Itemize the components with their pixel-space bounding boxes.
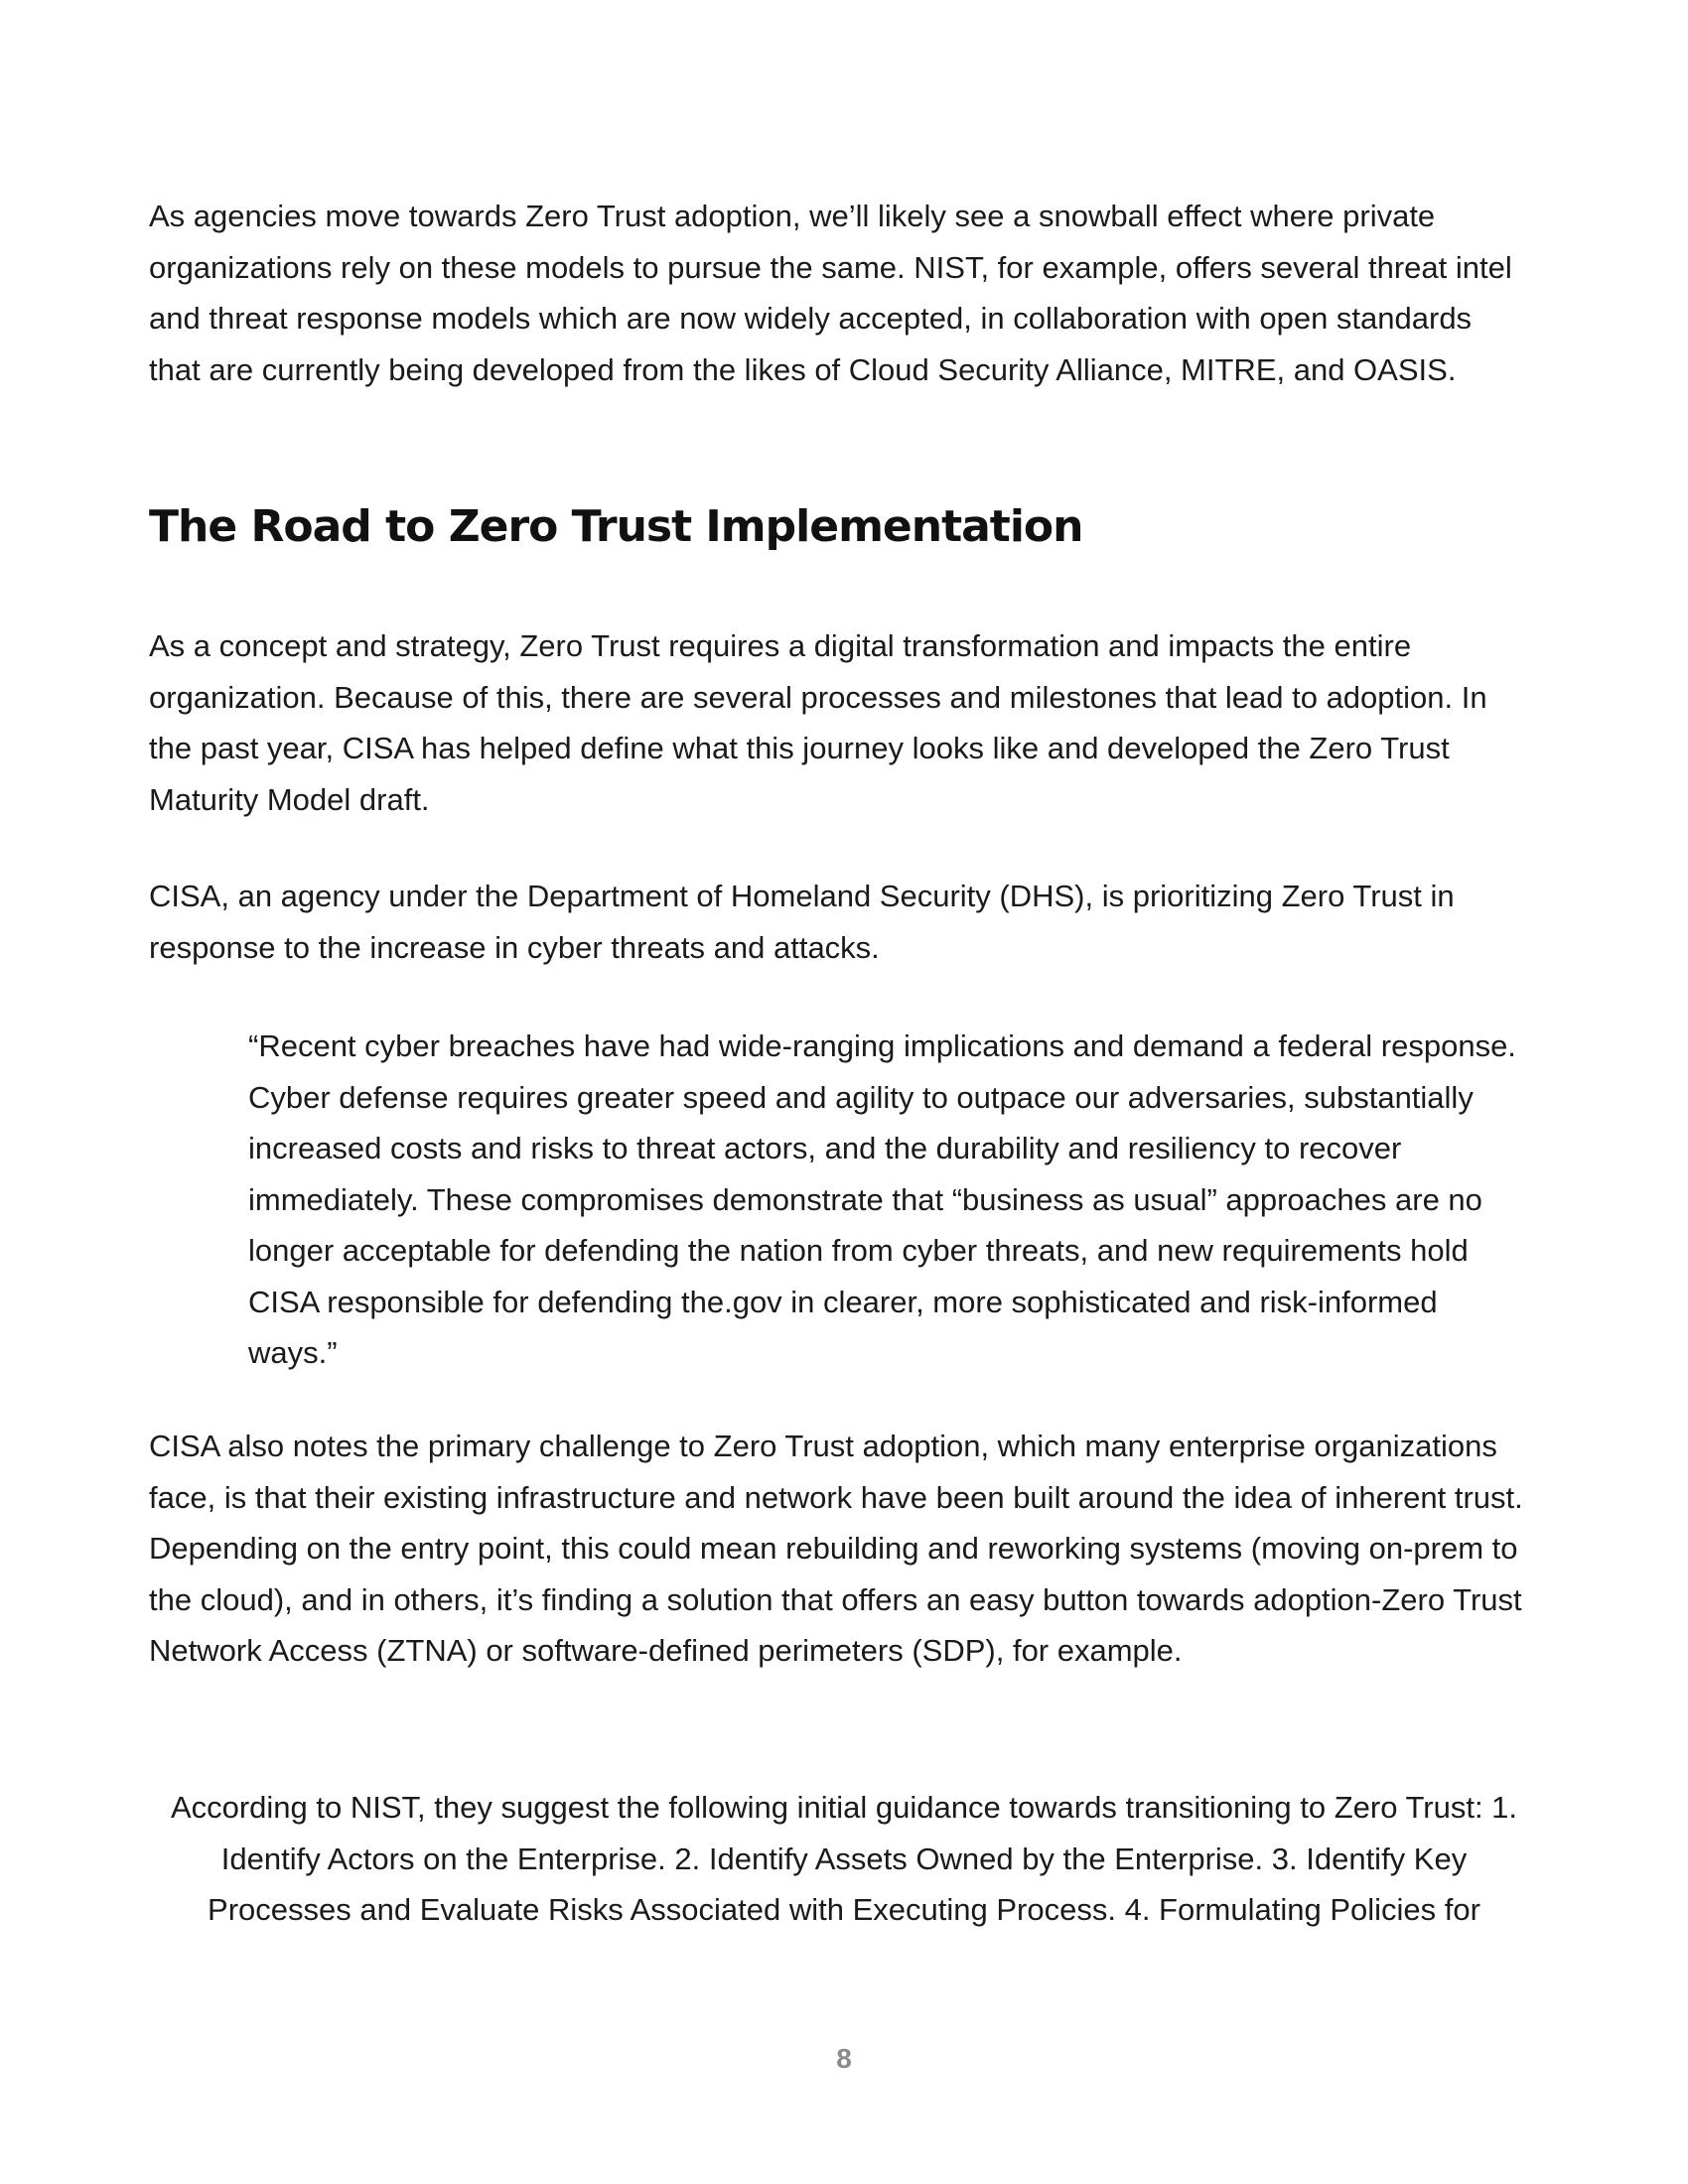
page-number: 8 (836, 2043, 852, 2074)
nist-guidance-paragraph: According to NIST, they suggest the following initial guidance towards transitioning to Zero Trust: 1. Identify Actors on the Enterprise. 2. Identify Assets Owned by the Enterprise. 3. Identify Key Processes and Evaluate Risks Associated with Executing Process. 4. Formulating Policies for (170, 1790, 1518, 1927)
intro-paragraph: As agencies move towards Zero Trust adoption, we’ll likely see a snowball effect where private organizations rely on these models to pursue the same. NIST, for example, offers several threat intel and threat response models which are now widely accepted, in collaboration with open standards that are currently being developed from the likes of Cloud Security Alliance, MITRE, and OASIS. (149, 199, 1512, 387)
concept-paragraph: As a concept and strategy, Zero Trust requires a digital transformation and impacts the entire organization. Because of this, there are several processes and milestones that lead to adoption. In the past year, CISA has helped define what this journey looks like and developed the Zero Trust Maturity Model draft. (149, 628, 1487, 817)
block-quote: “Recent cyber breaches have had wide-ranging implications and demand a federal response. Cyber defense requires greater speed and agility to outpace our adversaries, substantially increased costs and risks to threat actors, and the durability and resiliency to recover immediately. These compromises demonstrate that “business as usual” approaches are no longer acceptable for defending the nation from cyber threats, and new requirements hold CISA responsible for defending the.gov in clearer, more sophisticated and risk-informed ways.” (248, 1028, 1516, 1370)
section-heading: The Road to Zero Trust Implementation (149, 501, 1083, 552)
challenge-paragraph: CISA also notes the primary challenge to Zero Trust adoption, which many enterprise organizations face, is that their existing infrastructure and network have been built around the idea of inherent trust. Depending on the entry point, this could mean rebuilding and reworking systems (moving on-prem to the cloud), and in others, it’s finding a solution that offers an easy button towards adoption-Zero Trust Network Access (ZTNA) or software-defined perimeters (SDP), for example. (149, 1429, 1523, 1668)
cisa-paragraph: CISA, an agency under the Department of Homeland Security (DHS), is prioritizing Zero Trust in response to the increase in cyber threats and attacks. (149, 879, 1455, 965)
